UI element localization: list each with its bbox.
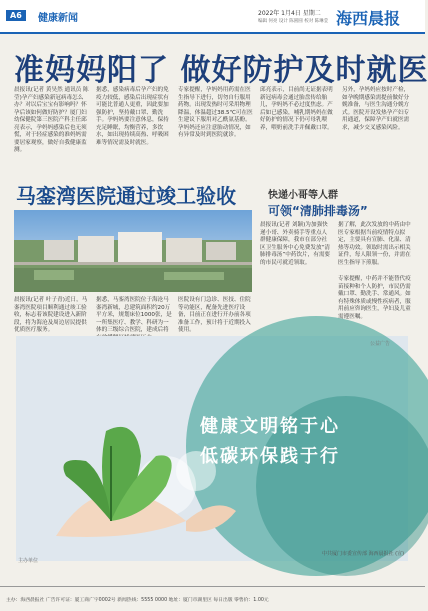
- story1-headline: 准妈妈阳了 做好防护及时就医: [14, 53, 428, 88]
- story2-column-2: 据悉，马銮湾医院位于海沧马銮湾新城，总建筑面积约20万平方米，规划床位1000张，是一所集医疗、教学、科研为一体的三级综合医院，建成后将: [96, 297, 172, 333]
- story2-column-3: 医院设有门急诊、医技、住院等功能区，配备先进医疗设备，目前正在进行开办前各项准备工作，预计将于近期投入使用。: [178, 297, 251, 333]
- issue-date: 2022年 1月4日 星期二: [258, 10, 321, 17]
- header-divider: [0, 32, 425, 34]
- ad-slogan-line2: 低碳环保践于行: [200, 446, 340, 467]
- story3-column-3: 专家提醒，中药并不能替代疫苗接种和个人防护，市民仍需戴口罩、勤洗手、常通风。如有特殊体质或慢性疾病者，服用前应咨询医生，孕妇及儿童需遵医嘱。: [338, 276, 411, 320]
- hospital-aerial-image: [14, 210, 252, 292]
- story2-headline: 马銮湾医院通过竣工验收: [16, 184, 236, 208]
- hospital-photo: [14, 210, 252, 292]
- story3-kicker: 快递小哥等人群: [268, 190, 338, 201]
- story1-column-1: 晨报讯(记者 黄昊然 通讯员 陈莹)孕产妇感染新冠病毒怎么办？对以后宝宝有影响吗？怀孕后该如何做好防护？厦门妇幼保健院第三医院产科主任邱亮表示，孕妈妈感染后也无须慌，对于轻症感染的准妈妈需要居家观察，做好自我健康监测。: [14, 87, 89, 153]
- footer-info: 主办：海西晨报社 广告许可证：厦工商广字0002号 新闻热线：5555 0000 地址：厦门市湖里区 每日出版 零售价：1.00元: [6, 598, 269, 603]
- ad-credit: 中共厦门市委宣传部 海西晨报社 (宣): [322, 551, 405, 557]
- newspaper-logo: 海西晨报: [336, 9, 401, 28]
- ad-slogan-line1: 健康文明铭于心: [200, 416, 340, 437]
- footer-divider: [0, 586, 425, 587]
- story1-column-4: 邱亮表示，目前尚无证据表明新冠病毒会通过胎盘传给胎儿，孕妈妈不必过度焦虑。产后如已感染，哺乳期妈妈在做好防护的情况下仍可母乳喂养，喂奶前洗手并佩戴口罩。: [260, 87, 333, 131]
- story2-column-1: 晨报讯(记者 叶子青)近日，马銮湾医院项目顺利通过竣工验收，标志着该院建设进入新阶段，将为海沧及周边居民提供优质医疗服务。: [14, 297, 88, 333]
- page-number-badge: A6: [6, 10, 26, 21]
- ad-institution: 主办单位: [18, 558, 39, 564]
- story3-headline: 可领“清肺排毒汤”: [268, 204, 368, 218]
- staff-credits: 编辑 何亮 设计 陈圆圆 校对 陈琳莹: [258, 19, 329, 24]
- ad-tag: 公益广告: [370, 341, 391, 347]
- story1-column-2: 据悉，感染病毒后孕产妇的免疫力较低，感染后出现症状有可能比普通人更重，因此要加强防护，坚持戴口罩、勤洗手。孕妈妈要注意休息，保持充足睡眠，均衡营养，多饮水，如出现持续高热、呼吸困难等情况需及时就医。: [96, 87, 169, 146]
- section-title: 健康新闻: [38, 13, 78, 24]
- story3-column-1: 晨报讯(记者 刘颖)为加强快递小哥、外卖骑手等重点人群健康保障，我市在部分社区卫生服务中心免费发放“清肺排毒汤”中药饮片，有需要的市民可就近领取。: [260, 222, 331, 266]
- story3-column-2: 据了解，此次发放的中药由中医专家根据当前疫情特点拟定，主要具有宣肺、化湿、清热等功效。领取时需出示相关证件，每人限领一份，并需在医生指导下煎服。: [338, 222, 411, 266]
- story1-column-3: 专家提醒，孕妈妈用药需在医生指导下进行，切勿自行服用药物。出现发热时可采用物理降温，体温超过38.5℃可在医生建议下服用对乙酰氨基酚。孕妈妈还应注意胎动情况，如有异常及时到医院就诊。: [178, 87, 253, 138]
- story1-column-5: 另外，孕妈妈应按时产检，如孕晚期感染需提前做好分娩准备，与医生沟通分娩方式。医院开设发热孕产妇专用通道，保障孕产妇就医需求，减少交叉感染风险。: [342, 87, 410, 131]
